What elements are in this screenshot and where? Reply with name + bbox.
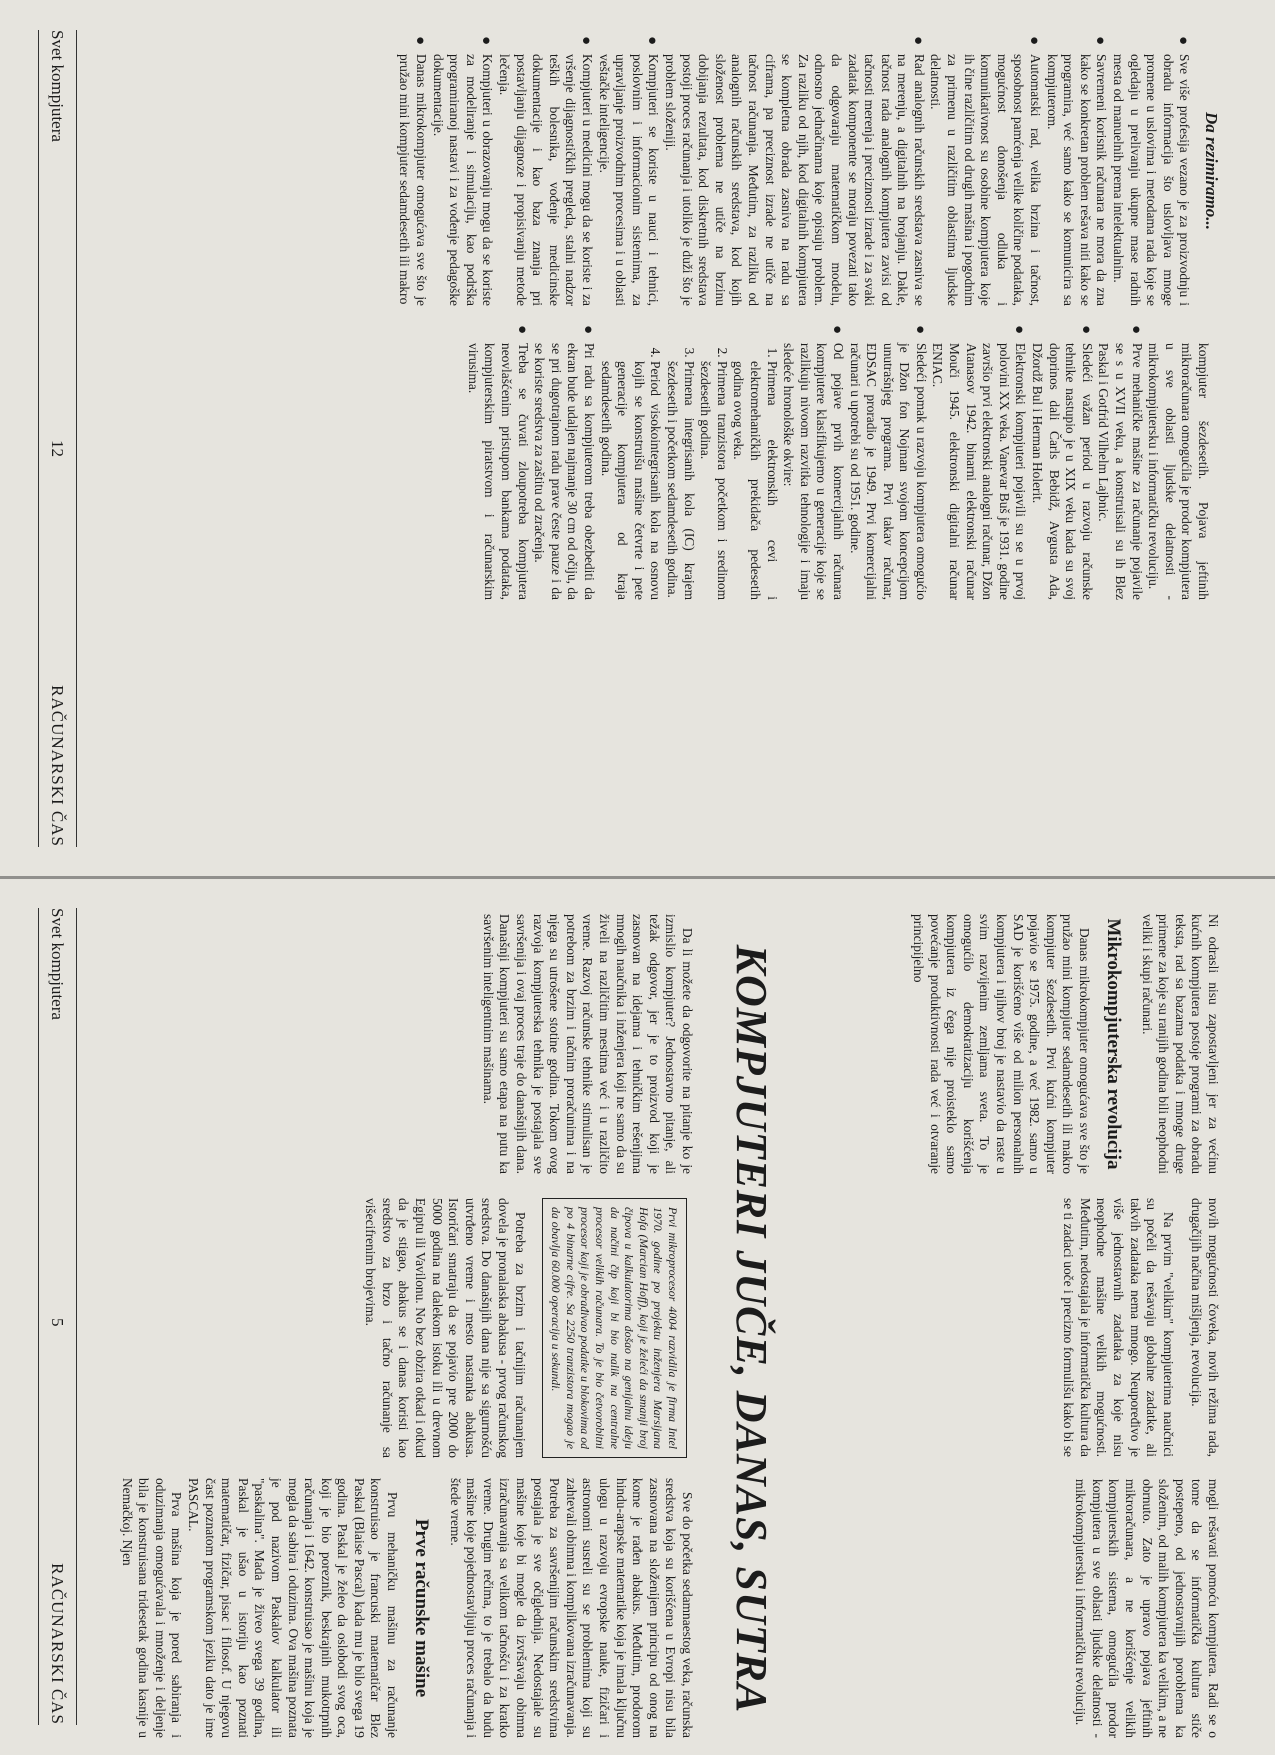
list-item: ● Kompjuteri u obrazovanju mogu da se koriste za modeliranje i simulaciju, kao podrška programiranoj nastavi i za vođenje pedagoške dokumentacije. [430,36,496,306]
list-item: ● Sve više profesija vezano je za proizvodnju i obradu informacija što uslovljava mnoge promene u uslovima i metodama rada koje se ogledaju u prelivanju ukupne mase radnih mesta od manuelnih prema intelektualnim. [1111,36,1193,306]
list-item: ● Sledeći pomak u razvoju kompjutera omogućio je Džon fon Nojman svojom koncepcijom unutrašnjeg programa. Prvi takav računar, EDSAC proradio je 1949. Prvi komercijalni računari u upotrebi su od 1951. godine. [847,325,929,600]
list-item: ● Rad analognih računskih sredstava zasniva se na merenju, a digitalnih na brojanju. Dakle, tačnost rada analognih kompjutera zavisi od tačnosti merenja i preciznosti izrade i za svaki zadatak komponente se moraju povezati tako da odgovaraju matematičkom modelu, odnosno jednačinama koje opisuju problem. Za razliku od njih, kod digitalnih kompjutera se kompletna obrada zasniva na radu sa ciframa, pa preciznost izrade ne utiče na tačnost računanja. Međutim, za razliku od analognih računskih sredstava, kod kojih složenost problema ne utiče na brzinu dobijanja rezultata, kod diskretnih sredstava postoji proces računanja i utoliko je duži što je problem složeniji. [663,36,927,306]
list-item: ● Elektronski kompjuteri pojavili su se u prvoj polovini XX veka. Vanevar Buš je 1931. godine završio prvi elektronski analogni računar, Džon Atanasov 1942. binarni elektronski računar Mouči 1945. elektronski digitalni računar ENIAC. [930,325,1029,600]
list-item: ● Danas mikrokompjuter omogućava sve što je pružao mini kompjuter sedamdesetih ili makro [397,36,430,306]
list-item: ● Kompjuteri se koriste u nauci i tehnici, poslovnim i informacionim sistemima, za upravljanje proizvodnim procesima i u oblasti veštačke inteligencije. [596,36,662,306]
generation-list [597,325,780,600]
section-heading: Da rezimiramo... [1202,111,1221,231]
right-column-2-bottom [362,1198,695,1458]
paragraph: novih mogućnosti čoveka, novih režima rada, drugačijih načina mišljenja, revolucija. [1189,1198,1221,1457]
bullet-icon: ● [644,36,661,46]
list-item: ● Automatski rad, velika brzina i tačnost, sposobnost pamćenja velike količine podataka, mogućnost donošenja odluka i komunikativnost su osobine kompjutera koje ih čine različitim od drugih mašina i pogodnim za primenu u različitim oblastima ljudske delatnosti. [928,36,1044,306]
footer-rule [76,908,77,1725]
paragraph: Potreba za brzim i tačnijim računanjem dovela je pronalaska abakusa - prvog računskog sredstva. Do današnjih dana nije sa sigurnošću utvrđeno vreme i mesto nastanka abakusa. Istoričari smatraju da se pojavio pre 2000 do 5000 godina na dalekom istoku ili u drevnom Egiptu ili Vavilonu. No bez obzira otkad i otkud da je stigao, abakus se i danas koristi kao sredstvo za brzo i tačno računanje sa višecifrenim brojevima. [363,1198,528,1458]
bullet-icon: ● [909,36,926,46]
summary-list-3 [464,325,597,600]
list-item: ● Savremeni korisnik računara ne mora da zna kako se konkretan problem rešava niti kako se programira, već samo kako se komunicira sa kompjuterom. [1044,36,1110,306]
paragraph: Na prvim "velikim" kompjuterima naučnici su počeli da rešavaju globalne zadatke, ali takvih zadataka nema mnogo. Neupoređivo je više jednostavnih zadataka za koje nisu neophodne mašine velikih mogućnosti. Međutim, nedostajala je informatička kultura da se ti zadaci uoče i precizno formulišu kako bi se mogli rešavati pomoću kompjutera. Radi se o tome da se informatička kultura stiče postepeno, od jednostavnijih poroblema ka složenim, od malih kompjutera ka velikim, a ne obrnuto. Zato je upravo pojava jeftinih mikroračunara, a ne korišćenje velikih kompjuterskih sistema, omogućila prodor kompjutera u sve oblasti ljudske delatnosti - mikrokompjutersku i informatičku revoluciju. [1061,1198,1221,1738]
list-item: 4. Period visokointegrisanih kola na osnovu kojih se konstruišu mašine četvrte i pete generacije kompjutera od kraja sedamdesetih godina. [597,361,663,600]
paragraph: Da li možete da odgovorite na pitanje ko je izmislio kompjuter? Jednostavno pitanje, ali težak odgovor, jer je to proizvod koji je zasnovan na idejama i tehničkim rešenjima mnogih naučnika i inženjera koji ne samo da su živeli na različitim mestima već i u različito vreme. Razvoj računske tehnike stimulisan je potrebom za brzim i tačnim proračunima i na njega su utrošene stotine godina. Tokom ovog razvoja kompjuterska tehnika je postajala sve savršenija i ovaj proces traje do današnjih dana. Današnji kompjuteri su samo etapa na putu ka savršenim inteligentnim mašinama. [480,914,695,1174]
summary-list-2 [780,325,1145,600]
article-headline: KOMPJUTERI JUČE, DANAS, SUTRA [727,944,776,1714]
page-number: 5 [48,1318,67,1327]
bullet-icon: ● [1175,36,1192,46]
bullet-icon: ● [478,36,495,46]
list-item: ● Treba se čuvati zloupotreba kompjutera neovlašćenim pristupom bankama podataka, kompjuterskim piratstvom i računarskim virusima. [465,325,531,600]
magazine-name: Svet kompjutera [48,30,67,142]
paragraph: Sve do početka sedamnaestog veka, računska sredstva koja su korišćena u Evropi nisu bila zasnovana na složenijem principu od onog na kome je rađen abakus. Međutim, prodorom hindu-arapske matematike koja je imala ključnu ulogu u razvoju evropske nauke, fizičari i astronomi susreli su se problemima koji su zahtevali obimna i komplikovana izračunavanja. Potreba za savršenijim računskim sredstvima postajala je sve očiglednija. Nedostajale su mašine koje bi mogle da izvršavaju obimna izračunavanja sa velikom tačnošću i za kratko vreme. Drugim rečima, to je trebalo da budu mašine koje pojednostavljuju proces računanja i štede vreme. [447,1478,695,1738]
right-column-1-bottom [479,914,695,1174]
summary-list-1 [396,36,1193,306]
bullet-icon: ● [1026,36,1043,46]
bullet-icon: ● [580,325,597,335]
section-heading: Prve računske mašine [411,1518,433,1698]
list-item: 2. Primena tranzistora početkom i sredinom šezdesetih godina. [697,361,730,600]
page-footer [39,0,75,877]
bullet-icon: ● [911,325,928,335]
paragraph: kompjuter šezdesetih. Pojava jeftinih mikroračunara omogućila je prodor kompjutera u sve oblasti ljudske delatnosti - mikrokompjutersku i informatičku revoluciju. [1146,343,1211,600]
page-number: 12 [48,440,67,457]
right-column-1-top [910,914,1222,1174]
bullet-icon: ● [513,325,530,335]
footer-rule [38,908,39,1725]
paragraph: Prvu mehaničku mašinu za računanje konstruisao je francuski matematičar Blez Paskal (Blaise Pascal) kada mu je bilo svega 19 godina. Paskal je želeo da oslobodi svog oca, koji je bio poreznik, beskrajnih mukotrpnih računanja i 1642. konstruisao je mašinu koja je mogla da sabira i oduzima. Ova mašina poznata je pod nazivom Paskalov kalkulator ili "paskalina". Mada je živeo svega 39 godina, Paskal je ušao u istoriju kao poznati matematičar, fizičar, pisac i filosof. U njegovu čast poznatom programskom jeziku dato je ime PASCAL. [185,1478,401,1738]
right-columns-2-3-top [1060,1198,1221,1738]
paragraph: Danas mikrokompjuter omogućava sve što je pružao mini kompjuter sedamdesetih ili makro kompjuter šezdesetih. Prvi kućni kompjuter pojavio se 1975. godine, a već 1982. samo u SAD je korišćeno više od milion personalnih kompjutera i njihov broj je nastavio da raste u svim razvijenim zemljama sveta. To je omogućilo demokratizaciju korišćenja kompjutera iz čega nije proisteklo samo povećanje produktivnosti rada već i otvaranje principijelno [911,914,1093,1174]
bullet-icon: ● [1077,325,1094,335]
footer-rule [38,30,39,847]
list-item: ● Kompjuteri u medicini mogu da se koriste i za vršenje dijagnostičkih pregleda, stalni nadzor teških bolesnika, vođenje medicinske dokumentacije i kao baza znanja pri postavljanju dijagnoze i propisivanju metode lečenja. [497,36,596,306]
bullet-icon: ● [828,325,845,335]
section-name: RAČUNARSKI ČAS [48,1563,67,1725]
bullet-icon: ● [1127,325,1144,335]
bullet-icon: ● [578,36,595,46]
list-item: ● Pri radu sa kompjuterom treba obezbediti da ekran bude udaljen najmanje 30 cm od očiju, da se pri dugotrajnom radu prave česte pauze i da se koriste sredstva za zaštitu od zračenja. [532,325,598,600]
bullet-icon: ● [412,36,429,46]
page-12 [0,0,1275,877]
left-column-2 [464,325,1211,600]
list-item: ● Sledeći važan period u razvoju računske tehnike nastupio je u XIX veku kada su svoj doprinos dali Čarls Bebidž, Avgusta Ada, Džordž Bul i Herman Holerit. [1030,325,1095,600]
page-footer [39,878,75,1755]
section-heading: Mikrokompjuterska revolucija [1103,918,1125,1170]
paragraph: Ni odrasli nisu zapostavljeni jer za većinu kućnih kompjutera postoje programi za obradu teksta, rad sa bazama podatka i mnoge druge primene za koje su ranijih godina bili neophodni veliki i skupi računari. [1139,914,1221,1174]
bullet-icon: ● [1011,325,1028,335]
right-column-3-bottom [118,1478,695,1738]
magazine-name: Svet kompjutera [48,908,67,1020]
paragraph: Prva mašina koja je pored sabiranja i oduzimanja omogućavala i množenje i deljenje bila je konstruisana tridesetak godina kasnije u Nemačkoj. Njen [119,1478,185,1738]
page-5 [0,878,1275,1755]
list-item: ● Od pojave prvih komercijalnih računara kompjutere klasifikujemo u generacije koje se razlikuju nivoom razvitka tehnologije i imaju sledeće hronološke okvire: [781,325,846,600]
left-column-1 [396,36,1219,306]
list-item: 1. Primena elektronskih cevi i elektromehaničkih prekidača pedesetih godina ovog veka. [730,361,780,600]
list-item: 3. Primena integrisanih kola (IC) krajem šezdesetih i početkom sedamdesetih godina. [663,361,696,600]
list-item: ● Prve mehaničke mašine za računanje pojavile se s u XVII veku, a konstruisali su ih Blez Paskal i Gotfrid Vilhelm Lajbnic. [1096,325,1145,600]
info-box: Prvi mikroprocesor 4004 razvidila je firma Intel 1970. godine po projektu inženjera Marsijana Hofa (Marcian Hoff), koji je želeći da smanji broj čipova u kalkulatorima došao na genijalnu ideju da načini čip koji bi bio nalik na centralne procesor velikih računara. To je bio četvorobitni procesor koji je obrađivao podatke u blokovima od po 4 binarne cifre. Sa 2250 tranzistora mogao je da obavlja 60.000 operacija u sekundi. [542,1198,687,1458]
footer-rule [76,30,77,847]
bullet-icon: ● [1092,36,1109,46]
section-name: RAČUNARSKI ČAS [48,685,67,847]
